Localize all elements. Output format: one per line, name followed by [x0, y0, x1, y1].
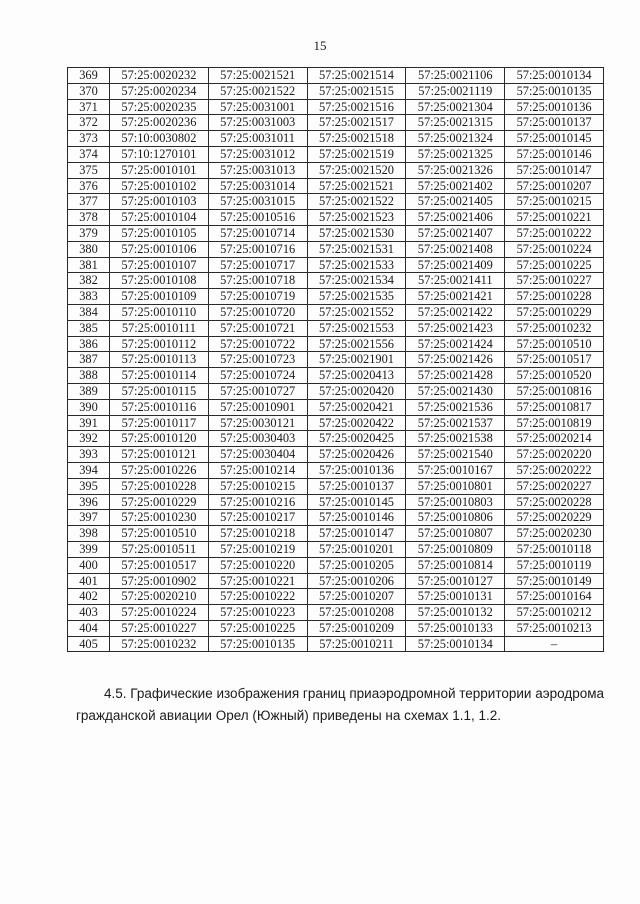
cadastral-number-cell: 57:25:0010102: [110, 178, 209, 194]
row-number-cell: 401: [68, 573, 110, 589]
cadastral-number-cell: 57:25:0021424: [406, 336, 505, 352]
cadastral-number-cell: 57:25:0021517: [307, 115, 406, 131]
cadastral-number-cell: 57:25:0020234: [110, 83, 209, 99]
cadastral-number-cell: 57:25:0010133: [406, 620, 505, 636]
cadastral-number-cell: 57:25:0021536: [406, 399, 505, 415]
cadastral-number-cell: 57:25:0010101: [110, 162, 209, 178]
cadastral-number-cell: 57:25:0030403: [208, 431, 307, 447]
cadastral-number-cell: 57:25:0010224: [505, 241, 604, 257]
cadastral-number-cell: 57:25:0020222: [505, 462, 604, 478]
cadastral-number-cell: 57:25:0010228: [110, 478, 209, 494]
cadastral-number-cell: 57:25:0031011: [208, 131, 307, 147]
cadastral-number-cell: 57:25:0031015: [208, 194, 307, 210]
cadastral-number-cell: 57:25:0021537: [406, 415, 505, 431]
cadastral-number-cell: 57:25:0030404: [208, 447, 307, 463]
cadastral-number-cell: 57:25:0021406: [406, 210, 505, 226]
row-number-cell: 378: [68, 210, 110, 226]
cadastral-number-cell: 57:25:0010116: [110, 399, 209, 415]
table-row: [68, 557, 604, 573]
row-number-cell: 369: [68, 68, 110, 84]
row-number-cell: 374: [68, 146, 110, 162]
cadastral-number-cell: 57:25:0021405: [406, 194, 505, 210]
cadastral-number-cell: 57:25:0010219: [208, 541, 307, 557]
cadastral-number-cell: 57:25:0010510: [505, 336, 604, 352]
row-number-cell: 371: [68, 99, 110, 115]
row-number-cell: 377: [68, 194, 110, 210]
cadastral-number-cell: 57:25:0010225: [505, 257, 604, 273]
cadastral-number-cell: 57:25:0010517: [110, 557, 209, 573]
table-row: [68, 146, 604, 162]
cadastral-number-cell: 57:25:0010209: [307, 620, 406, 636]
cadastral-number-cell: 57:25:0021515: [307, 83, 406, 99]
table-row: [68, 131, 604, 147]
row-number-cell: 397: [68, 510, 110, 526]
cadastral-number-cell: 57:25:0010225: [208, 620, 307, 636]
cadastral-number-cell: 57:25:0021521: [208, 68, 307, 84]
cadastral-number-cell: 57:25:0010232: [505, 320, 604, 336]
cadastral-table-body: [68, 68, 604, 652]
cadastral-number-cell: 57:25:0021538: [406, 431, 505, 447]
cadastral-number-cell: 57:25:0021402: [406, 178, 505, 194]
cadastral-number-cell: 57:25:0010211: [307, 636, 406, 652]
cadastral-number-cell: 57:25:0010511: [110, 541, 209, 557]
cadastral-number-cell: 57:25:0010147: [307, 526, 406, 542]
cadastral-number-cell: 57:25:0021423: [406, 320, 505, 336]
table-row: [68, 304, 604, 320]
cadastral-number-cell: 57:25:0010136: [505, 99, 604, 115]
cadastral-number-cell: 57:25:0010801: [406, 478, 505, 494]
table-row: [68, 620, 604, 636]
cadastral-number-cell: 57:25:0010106: [110, 241, 209, 257]
cadastral-number-cell: 57:25:0010816: [505, 383, 604, 399]
cadastral-number-cell: 57:25:0020214: [505, 431, 604, 447]
table-row: [68, 257, 604, 273]
cadastral-number-cell: 57:25:0010134: [505, 68, 604, 84]
row-number-cell: 386: [68, 336, 110, 352]
cadastral-number-cell: 57:25:0010105: [110, 225, 209, 241]
cadastral-number-cell: 57:25:0010817: [505, 399, 604, 415]
table-row: [68, 210, 604, 226]
row-number-cell: 373: [68, 131, 110, 147]
cadastral-number-cell: 57:25:0010134: [406, 636, 505, 652]
table-row: [68, 431, 604, 447]
table-row: [68, 320, 604, 336]
row-number-cell: 392: [68, 431, 110, 447]
cadastral-number-cell: 57:25:0010806: [406, 510, 505, 526]
cadastral-number-cell: 57:25:0010215: [208, 478, 307, 494]
cadastral-number-cell: 57:25:0010146: [505, 146, 604, 162]
row-number-cell: 372: [68, 115, 110, 131]
cadastral-number-cell: 57:25:0021552: [307, 304, 406, 320]
cadastral-number-cell: 57:25:0010229: [110, 494, 209, 510]
cadastral-number-cell: 57:25:0010206: [307, 573, 406, 589]
cadastral-number-cell: 57:25:0010719: [208, 289, 307, 305]
cadastral-number-cell: 57:25:0010517: [505, 352, 604, 368]
cadastral-number-cell: 57:25:0010164: [505, 589, 604, 605]
cadastral-number-cell: 57:25:0010137: [307, 478, 406, 494]
cadastral-number-cell: 57:25:0020420: [307, 383, 406, 399]
cadastral-number-cell: 57:25:0021106: [406, 68, 505, 84]
cadastral-number-cell: 57:25:0021522: [307, 194, 406, 210]
table-row: [68, 636, 604, 652]
table-row: [68, 99, 604, 115]
cadastral-number-cell: 57:25:0021540: [406, 447, 505, 463]
cadastral-number-cell: 57:25:0020227: [505, 478, 604, 494]
row-number-cell: 403: [68, 605, 110, 621]
cadastral-number-cell: 57:25:0021520: [307, 162, 406, 178]
cadastral-number-cell: 57:25:0010230: [110, 510, 209, 526]
row-number-cell: 398: [68, 526, 110, 542]
table-row: [68, 383, 604, 399]
cadastral-number-cell: 57:25:0010201: [307, 541, 406, 557]
table-row: [68, 241, 604, 257]
cadastral-number-cell: 57:25:0021531: [307, 241, 406, 257]
cadastral-number-cell: 57:25:0010221: [208, 573, 307, 589]
cadastral-number-cell: 57:25:0010223: [208, 605, 307, 621]
cadastral-number-cell: 57:25:0010232: [110, 636, 209, 652]
table-row: [68, 194, 604, 210]
cadastral-number-cell: 57:25:0010718: [208, 273, 307, 289]
page-number: 15: [313, 38, 327, 53]
cadastral-number-cell: 57:25:0010104: [110, 210, 209, 226]
table-row: [68, 541, 604, 557]
cadastral-number-cell: 57:25:0021428: [406, 368, 505, 384]
cadastral-number-cell: 57:25:0010137: [505, 115, 604, 131]
cadastral-number-cell: 57:25:0010510: [110, 526, 209, 542]
cadastral-number-cell: 57:25:0010149: [505, 573, 604, 589]
cadastral-number-cell: 57:25:0021409: [406, 257, 505, 273]
cadastral-number-cell: 57:25:0010208: [307, 605, 406, 621]
cadastral-number-cell: 57:25:0021519: [307, 146, 406, 162]
cadastral-number-cell: 57:25:0021119: [406, 83, 505, 99]
cadastral-number-cell: 57:25:0010205: [307, 557, 406, 573]
row-number-cell: 404: [68, 620, 110, 636]
cadastral-number-cell: 57:25:0010147: [505, 162, 604, 178]
cadastral-number-cell: 57:25:0010714: [208, 225, 307, 241]
row-number-cell: 400: [68, 557, 110, 573]
cadastral-number-cell: 57:25:0010115: [110, 383, 209, 399]
cadastral-number-cell: 57:25:0020230: [505, 526, 604, 542]
cadastral-number-cell: 57:25:0010814: [406, 557, 505, 573]
cadastral-number-cell: 57:25:0010516: [208, 210, 307, 226]
row-number-cell: 395: [68, 478, 110, 494]
cadastral-number-cell: 57:25:0021408: [406, 241, 505, 257]
cadastral-number-cell: 57:25:0010227: [505, 273, 604, 289]
cadastral-number-cell: 57:25:0010127: [406, 573, 505, 589]
cadastral-number-cell: 57:25:0020228: [505, 494, 604, 510]
table-row: [68, 68, 604, 84]
cadastral-number-cell: 57:25:0021521: [307, 178, 406, 194]
cadastral-number-cell: 57:25:0010217: [208, 510, 307, 526]
cadastral-number-cell: 57:25:0010213: [505, 620, 604, 636]
cadastral-number-cell: 57:25:0021426: [406, 352, 505, 368]
cadastral-number-cell: 57:25:0010220: [208, 557, 307, 573]
cadastral-number-cell: 57:25:0010717: [208, 257, 307, 273]
row-number-cell: 402: [68, 589, 110, 605]
table-row: [68, 352, 604, 368]
cadastral-number-cell: 57:25:0010221: [505, 210, 604, 226]
cadastral-number-cell: 57:25:0010222: [208, 589, 307, 605]
cadastral-number-cell: 57:25:0010727: [208, 383, 307, 399]
row-number-cell: 382: [68, 273, 110, 289]
cadastral-number-cell: 57:25:0010809: [406, 541, 505, 557]
cadastral-number-cell: 57:25:0010807: [406, 526, 505, 542]
cadastral-number-cell: 57:25:0021325: [406, 146, 505, 162]
cadastral-number-cell: 57:25:0010120: [110, 431, 209, 447]
row-number-cell: 391: [68, 415, 110, 431]
cadastral-number-cell: 57:25:0031012: [208, 146, 307, 162]
cadastral-number-cell: 57:25:0010218: [208, 526, 307, 542]
cadastral-number-cell: 57:25:0021315: [406, 115, 505, 131]
cadastral-number-cell: 57:25:0010723: [208, 352, 307, 368]
row-number-cell: 399: [68, 541, 110, 557]
cadastral-number-cell: 57:25:0010803: [406, 494, 505, 510]
cadastral-number-cell: 57:25:0020236: [110, 115, 209, 131]
cadastral-number-cell: 57:25:0021534: [307, 273, 406, 289]
cadastral-number-cell: 57:25:0020210: [110, 589, 209, 605]
cadastral-number-cell: 57:25:0010103: [110, 194, 209, 210]
cadastral-number-cell: 57:25:0010819: [505, 415, 604, 431]
table-row: [68, 83, 604, 99]
row-number-cell: 405: [68, 636, 110, 652]
cadastral-number-cell: 57:25:0010720: [208, 304, 307, 320]
cadastral-number-cell: 57:25:0010119: [505, 557, 604, 573]
cadastral-number-cell: 57:25:0020235: [110, 99, 209, 115]
cadastral-number-cell: 57:25:0020422: [307, 415, 406, 431]
table-row: [68, 415, 604, 431]
cadastral-number-cell: 57:25:0010114: [110, 368, 209, 384]
row-number-cell: 381: [68, 257, 110, 273]
cadastral-number-cell: 57:25:0010222: [505, 225, 604, 241]
cadastral-number-cell: 57:25:0010145: [307, 494, 406, 510]
cadastral-number-cell: 57:25:0010108: [110, 273, 209, 289]
cadastral-number-cell: 57:25:0031001: [208, 99, 307, 115]
cadastral-number-cell: 57:25:0021326: [406, 162, 505, 178]
table-row: [68, 510, 604, 526]
row-number-cell: 383: [68, 289, 110, 305]
cadastral-number-cell: 57:25:0021533: [307, 257, 406, 273]
section-4-5-paragraph: [76, 683, 616, 727]
table-row: [68, 462, 604, 478]
cadastral-number-cell: 57:25:0030121: [208, 415, 307, 431]
row-number-cell: 385: [68, 320, 110, 336]
cadastral-number-cell: 57:25:0010145: [505, 131, 604, 147]
cadastral-number-cell: 57:25:0010902: [110, 573, 209, 589]
cadastral-number-cell: 57:25:0021523: [307, 210, 406, 226]
cadastral-number-cell: 57:25:0010121: [110, 447, 209, 463]
cadastral-number-cell: 57:25:0010117: [110, 415, 209, 431]
cadastral-number-cell: 57:25:0020421: [307, 399, 406, 415]
cadastral-number-cell: 57:25:0021430: [406, 383, 505, 399]
cadastral-number-cell: 57:25:0021422: [406, 304, 505, 320]
table-row: [68, 478, 604, 494]
cadastral-number-cell: 57:25:0010212: [505, 605, 604, 621]
table-row: [68, 494, 604, 510]
table-row: [68, 336, 604, 352]
row-number-cell: 389: [68, 383, 110, 399]
cadastral-number-cell: 57:25:0010214: [208, 462, 307, 478]
row-number-cell: 375: [68, 162, 110, 178]
cadastral-number-cell: 57:25:0010131: [406, 589, 505, 605]
cadastral-number-cell: 57:25:0031014: [208, 178, 307, 194]
table-row: [68, 399, 604, 415]
table-row: [68, 573, 604, 589]
row-number-cell: 394: [68, 462, 110, 478]
cadastral-number-cell: 57:25:0010227: [110, 620, 209, 636]
cadastral-number-cell: 57:25:0020232: [110, 68, 209, 84]
table-row: [68, 589, 604, 605]
cadastral-table: [67, 67, 604, 652]
table-row: [68, 225, 604, 241]
cadastral-number-cell: 57:25:0021518: [307, 131, 406, 147]
cadastral-number-cell: 57:25:0010224: [110, 605, 209, 621]
section-4-5-text: 4.5. Графические изображения границ приаэродромной территории аэродрома гражданской авиации Орел (Южный) приведены на схемах 1.1, 1.2.: [76, 686, 605, 723]
cadastral-number-cell: 57:25:0010113: [110, 352, 209, 368]
cadastral-number-cell: 57:25:0010118: [505, 541, 604, 557]
row-number-cell: 379: [68, 225, 110, 241]
table-row: [68, 115, 604, 131]
table-row: [68, 368, 604, 384]
cadastral-number-cell: 57:25:0010110: [110, 304, 209, 320]
cadastral-number-cell: 57:25:0010721: [208, 320, 307, 336]
table-row: [68, 605, 604, 621]
cadastral-number-cell: 57:25:0010207: [505, 178, 604, 194]
table-row: [68, 162, 604, 178]
cadastral-number-cell: 57:25:0010722: [208, 336, 307, 352]
cadastral-number-cell: 57:25:0021407: [406, 225, 505, 241]
row-number-cell: 387: [68, 352, 110, 368]
cadastral-number-cell: 57:25:0010112: [110, 336, 209, 352]
cadastral-number-cell: 57:10:1270101: [110, 146, 209, 162]
table-row: [68, 178, 604, 194]
table-row: [68, 526, 604, 542]
row-number-cell: 396: [68, 494, 110, 510]
row-number-cell: 380: [68, 241, 110, 257]
cadastral-number-cell: 57:25:0020426: [307, 447, 406, 463]
cadastral-number-cell: 57:25:0010107: [110, 257, 209, 273]
cadastral-number-cell: 57:25:0021411: [406, 273, 505, 289]
cadastral-number-cell: 57:25:0010207: [307, 589, 406, 605]
cadastral-number-cell: 57:25:0010216: [208, 494, 307, 510]
cadastral-number-cell: 57:25:0010901: [208, 399, 307, 415]
row-number-cell: 384: [68, 304, 110, 320]
cadastral-number-cell: 57:25:0010135: [505, 83, 604, 99]
cadastral-number-cell: 57:25:0020425: [307, 431, 406, 447]
cadastral-number-cell: 57:25:0031013: [208, 162, 307, 178]
cadastral-number-cell: 57:25:0020229: [505, 510, 604, 526]
cadastral-number-cell: 57:25:0021516: [307, 99, 406, 115]
cadastral-number-cell: 57:25:0021553: [307, 320, 406, 336]
cadastral-number-cell: 57:25:0020220: [505, 447, 604, 463]
cadastral-number-cell: 57:25:0021421: [406, 289, 505, 305]
cadastral-number-cell: 57:10:0030802: [110, 131, 209, 147]
cadastral-number-cell: 57:25:0031003: [208, 115, 307, 131]
cadastral-number-cell: 57:25:0021522: [208, 83, 307, 99]
cadastral-number-cell: 57:25:0010716: [208, 241, 307, 257]
cadastral-number-cell: –: [505, 636, 604, 652]
cadastral-number-cell: 57:25:0021304: [406, 99, 505, 115]
cadastral-number-cell: 57:25:0010111: [110, 320, 209, 336]
row-number-cell: 388: [68, 368, 110, 384]
cadastral-number-cell: 57:25:0010226: [110, 462, 209, 478]
cadastral-number-cell: 57:25:0021556: [307, 336, 406, 352]
cadastral-number-cell: 57:25:0021535: [307, 289, 406, 305]
row-number-cell: 390: [68, 399, 110, 415]
cadastral-number-cell: 57:25:0010146: [307, 510, 406, 526]
cadastral-number-cell: 57:25:0010724: [208, 368, 307, 384]
table-row: [68, 273, 604, 289]
cadastral-number-cell: 57:25:0010135: [208, 636, 307, 652]
cadastral-number-cell: 57:25:0010136: [307, 462, 406, 478]
cadastral-number-cell: 57:25:0010520: [505, 368, 604, 384]
cadastral-number-cell: 57:25:0021514: [307, 68, 406, 84]
cadastral-number-cell: 57:25:0020413: [307, 368, 406, 384]
cadastral-number-cell: 57:25:0021530: [307, 225, 406, 241]
row-number-cell: 370: [68, 83, 110, 99]
cadastral-number-cell: 57:25:0010229: [505, 304, 604, 320]
table-row: [68, 447, 604, 463]
cadastral-number-cell: 57:25:0021324: [406, 131, 505, 147]
row-number-cell: 393: [68, 447, 110, 463]
cadastral-number-cell: 57:25:0010228: [505, 289, 604, 305]
cadastral-number-cell: 57:25:0010215: [505, 194, 604, 210]
row-number-cell: 376: [68, 178, 110, 194]
table-row: [68, 289, 604, 305]
cadastral-number-cell: 57:25:0010109: [110, 289, 209, 305]
cadastral-number-cell: 57:25:0010167: [406, 462, 505, 478]
cadastral-number-cell: 57:25:0021901: [307, 352, 406, 368]
cadastral-number-cell: 57:25:0010132: [406, 605, 505, 621]
